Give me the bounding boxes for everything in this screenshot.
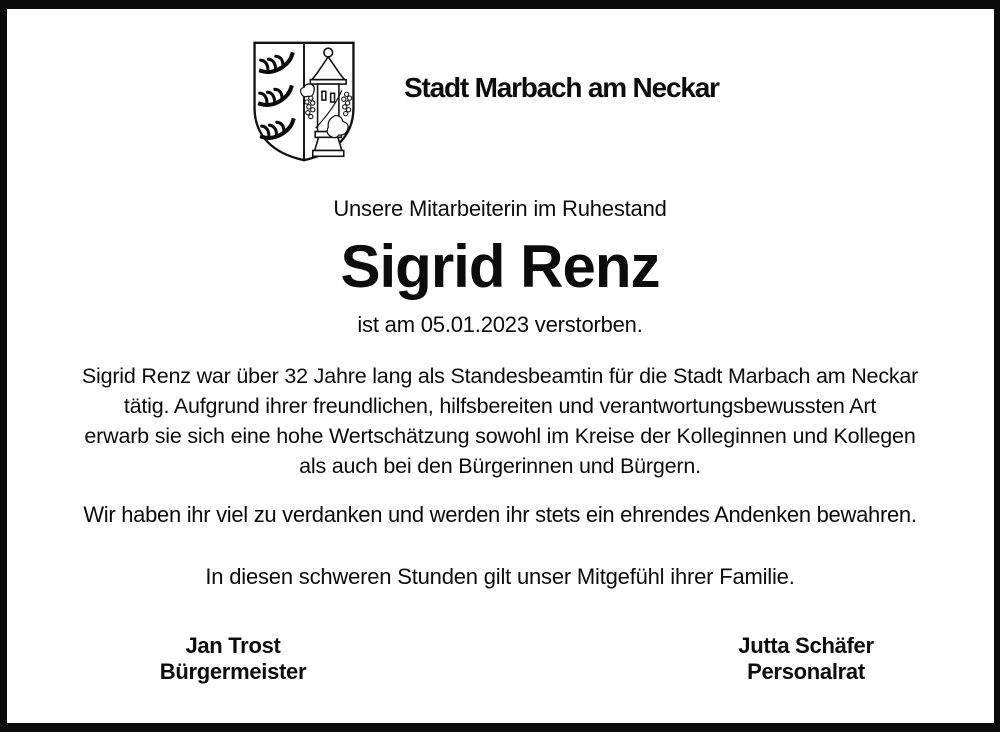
death-date-line: ist am 05.01.2023 verstorben. [357, 312, 643, 337]
paragraph-line: als auch bei den Bürgerinnen und Bürgern. [299, 454, 701, 478]
tribute-line: Wir haben ihr viel zu verdanken und werden ihr stets ein ehrendes Andenken bewahren. [83, 502, 917, 527]
condolence-line: In diesen schweren Stunden gilt unser Mitgefühl ihrer Familie. [205, 564, 795, 589]
signature-role: Bürgermeister [159, 659, 307, 684]
deceased-name: Sigrid Renz [340, 233, 660, 300]
paragraph-line: Sigrid Renz war über 32 Jahre lang als Standesbeamtin für die Stadt Marbach am Neckar [81, 364, 919, 388]
paragraph-line: tätig. Aufgrund ihrer freundlichen, hilfsbereiten und verantwortungsbewussten Art [123, 394, 877, 418]
organization-title: Stadt Marbach am Neckar [404, 72, 719, 103]
signature-role: Personalrat [747, 659, 865, 684]
signature-name: Jutta Schäfer [738, 633, 874, 658]
signature-name: Jan Trost [185, 633, 281, 658]
signature-staff-council [738, 633, 873, 685]
marbach-coat-of-arms-icon [248, 38, 360, 166]
signature-mayor [160, 633, 307, 685]
intro-line: Unsere Mitarbeiterin im Ruhestand [333, 196, 667, 221]
paragraph-line: erwarb sie sich eine hohe Wertschätzung sowohl im Kreise der Kolleginnen und Kollegen [84, 424, 916, 448]
obituary-paragraph [0, 361, 1000, 481]
